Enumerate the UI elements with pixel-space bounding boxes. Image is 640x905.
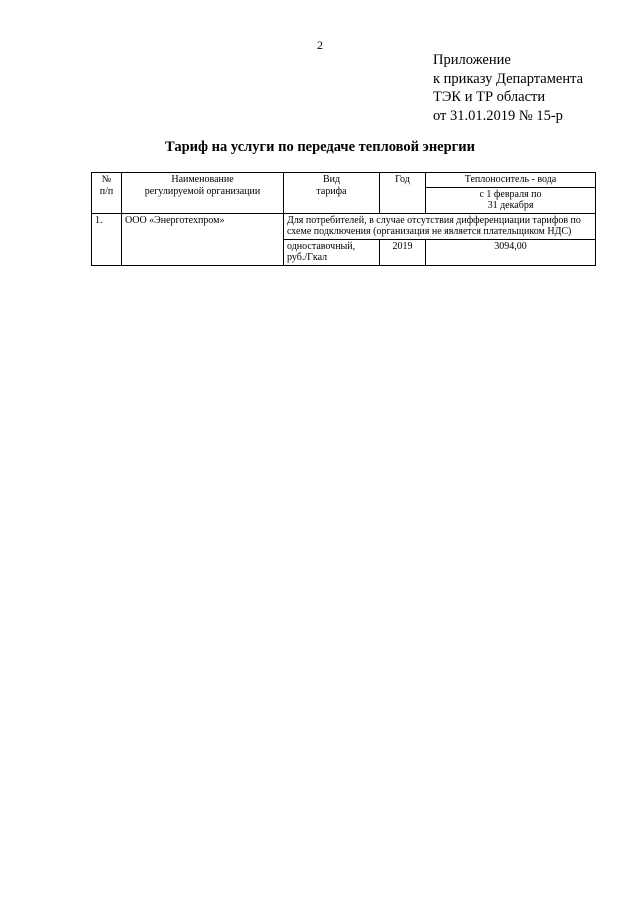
header-organization xyxy=(122,173,284,214)
header-period xyxy=(426,187,596,213)
header-text: Наименование xyxy=(171,174,234,185)
header-text: регулируемой организации xyxy=(144,185,261,197)
header-tariff-type xyxy=(284,173,380,214)
appendix-line: от 31.01.2019 № 15-р xyxy=(433,107,563,124)
appendix-block xyxy=(433,51,583,125)
header-text: 31 декабря xyxy=(487,200,534,211)
cell-year: 2019 xyxy=(380,239,426,265)
cell-value: 3094,00 xyxy=(426,239,596,265)
table-header-row xyxy=(92,173,596,188)
page-number: 2 xyxy=(317,38,323,52)
tariff-table xyxy=(91,172,596,266)
header-number xyxy=(92,173,122,214)
header-text: п/п xyxy=(99,185,114,197)
cell-consumer-note: Для потребителей, в случае отсутствия дифференциации тарифов по схеме подключения (организация не является плательщиком НДС) xyxy=(284,213,596,239)
appendix-line: к приказу Департамента xyxy=(433,70,584,87)
cell-number: 1. xyxy=(92,213,122,265)
table-row xyxy=(92,213,596,239)
header-text: Вид xyxy=(322,174,341,185)
header-carrier: Теплоноситель - вода xyxy=(426,173,596,188)
document-title: Тариф на услуги по передаче тепловой энергии xyxy=(165,139,475,155)
cell-tariff-type: одноставочный, руб./Гкал xyxy=(284,239,380,265)
header-year: Год xyxy=(380,173,426,214)
appendix-line: ТЭК и ТР области xyxy=(433,89,546,105)
header-text: № xyxy=(101,174,112,185)
header-text: с 1 февраля по xyxy=(479,188,542,200)
appendix-line: Приложение xyxy=(433,52,511,68)
header-text: тарифа xyxy=(316,185,347,197)
cell-organization: ООО «Энерготехпром» xyxy=(122,213,284,265)
